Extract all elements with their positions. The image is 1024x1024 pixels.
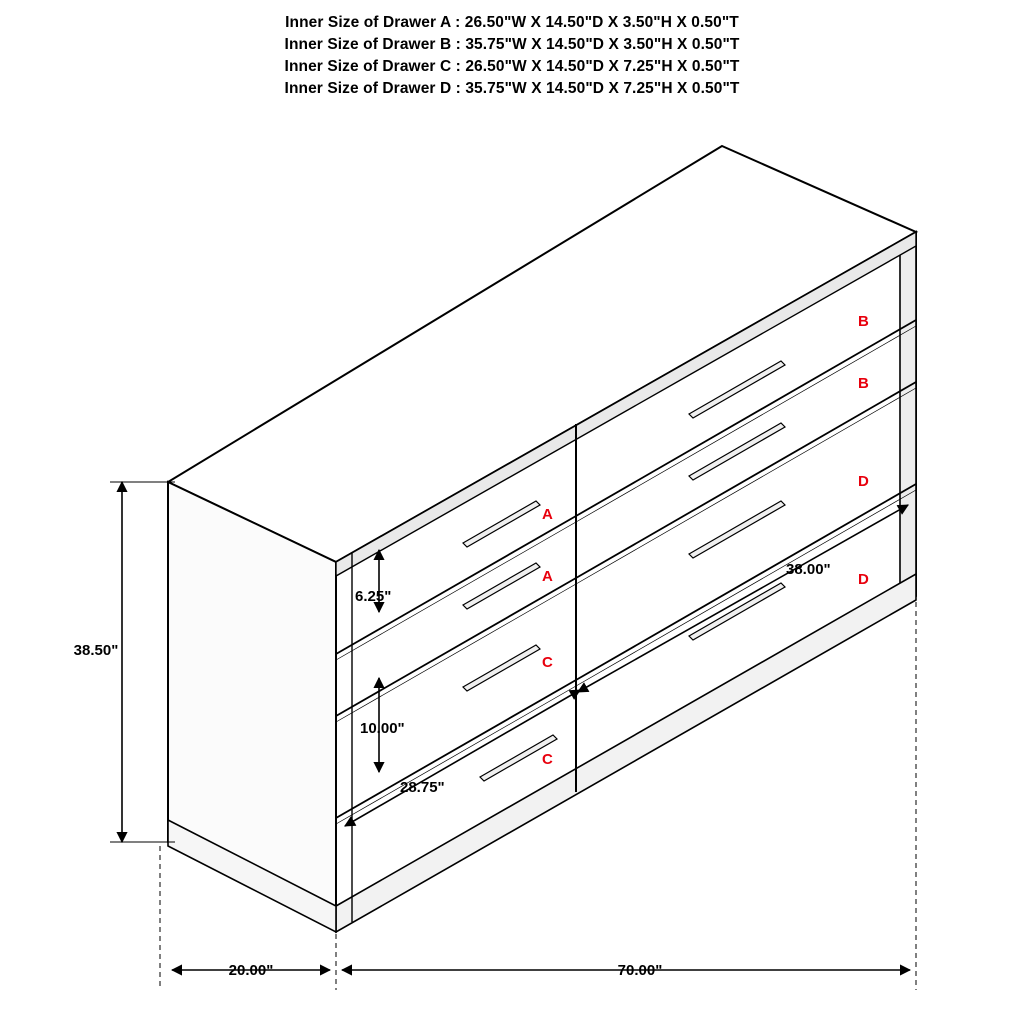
drawer-label-right-top: B <box>858 313 869 330</box>
drawer-label-left-second: A <box>542 568 553 585</box>
spec-line-drawer-c: Inner Size of Drawer C : 26.50"W X 14.50"D X 7.25"H X 0.50"T <box>284 58 740 75</box>
spec-line-drawer-a: Inner Size of Drawer A : 26.50"W X 14.50"D X 3.50"H X 0.50"T <box>285 14 739 31</box>
drawer-label-right-bottom: D <box>858 571 869 588</box>
drawer-label-left-bottom: C <box>542 751 553 768</box>
drawer-label-right-third: D <box>858 473 869 490</box>
depth-dimension-label: 20.00" <box>228 962 274 979</box>
cabinet-right-edge-band <box>900 232 916 606</box>
width-dimension-label: 70.00" <box>617 962 663 979</box>
drawer-label-left-third: C <box>542 654 553 671</box>
spec-line-drawer-b: Inner Size of Drawer B : 35.75"W X 14.50"D X 3.50"H X 0.50"T <box>284 36 740 53</box>
spec-line-drawer-d: Inner Size of Drawer D : 35.75"W X 14.50"D X 7.25"H X 0.50"T <box>284 80 740 97</box>
right-drawer-width-label: 38.00" <box>786 561 831 578</box>
drawer-label-left-top: A <box>542 506 553 523</box>
height-dimension-label: 38.50" <box>73 642 119 659</box>
large-drawer-height-label: 10.00" <box>360 720 405 737</box>
left-drawer-width-label: 28.75" <box>400 779 445 796</box>
small-drawer-height-label: 6.25" <box>355 588 392 605</box>
drawer-label-right-second: B <box>858 375 869 392</box>
